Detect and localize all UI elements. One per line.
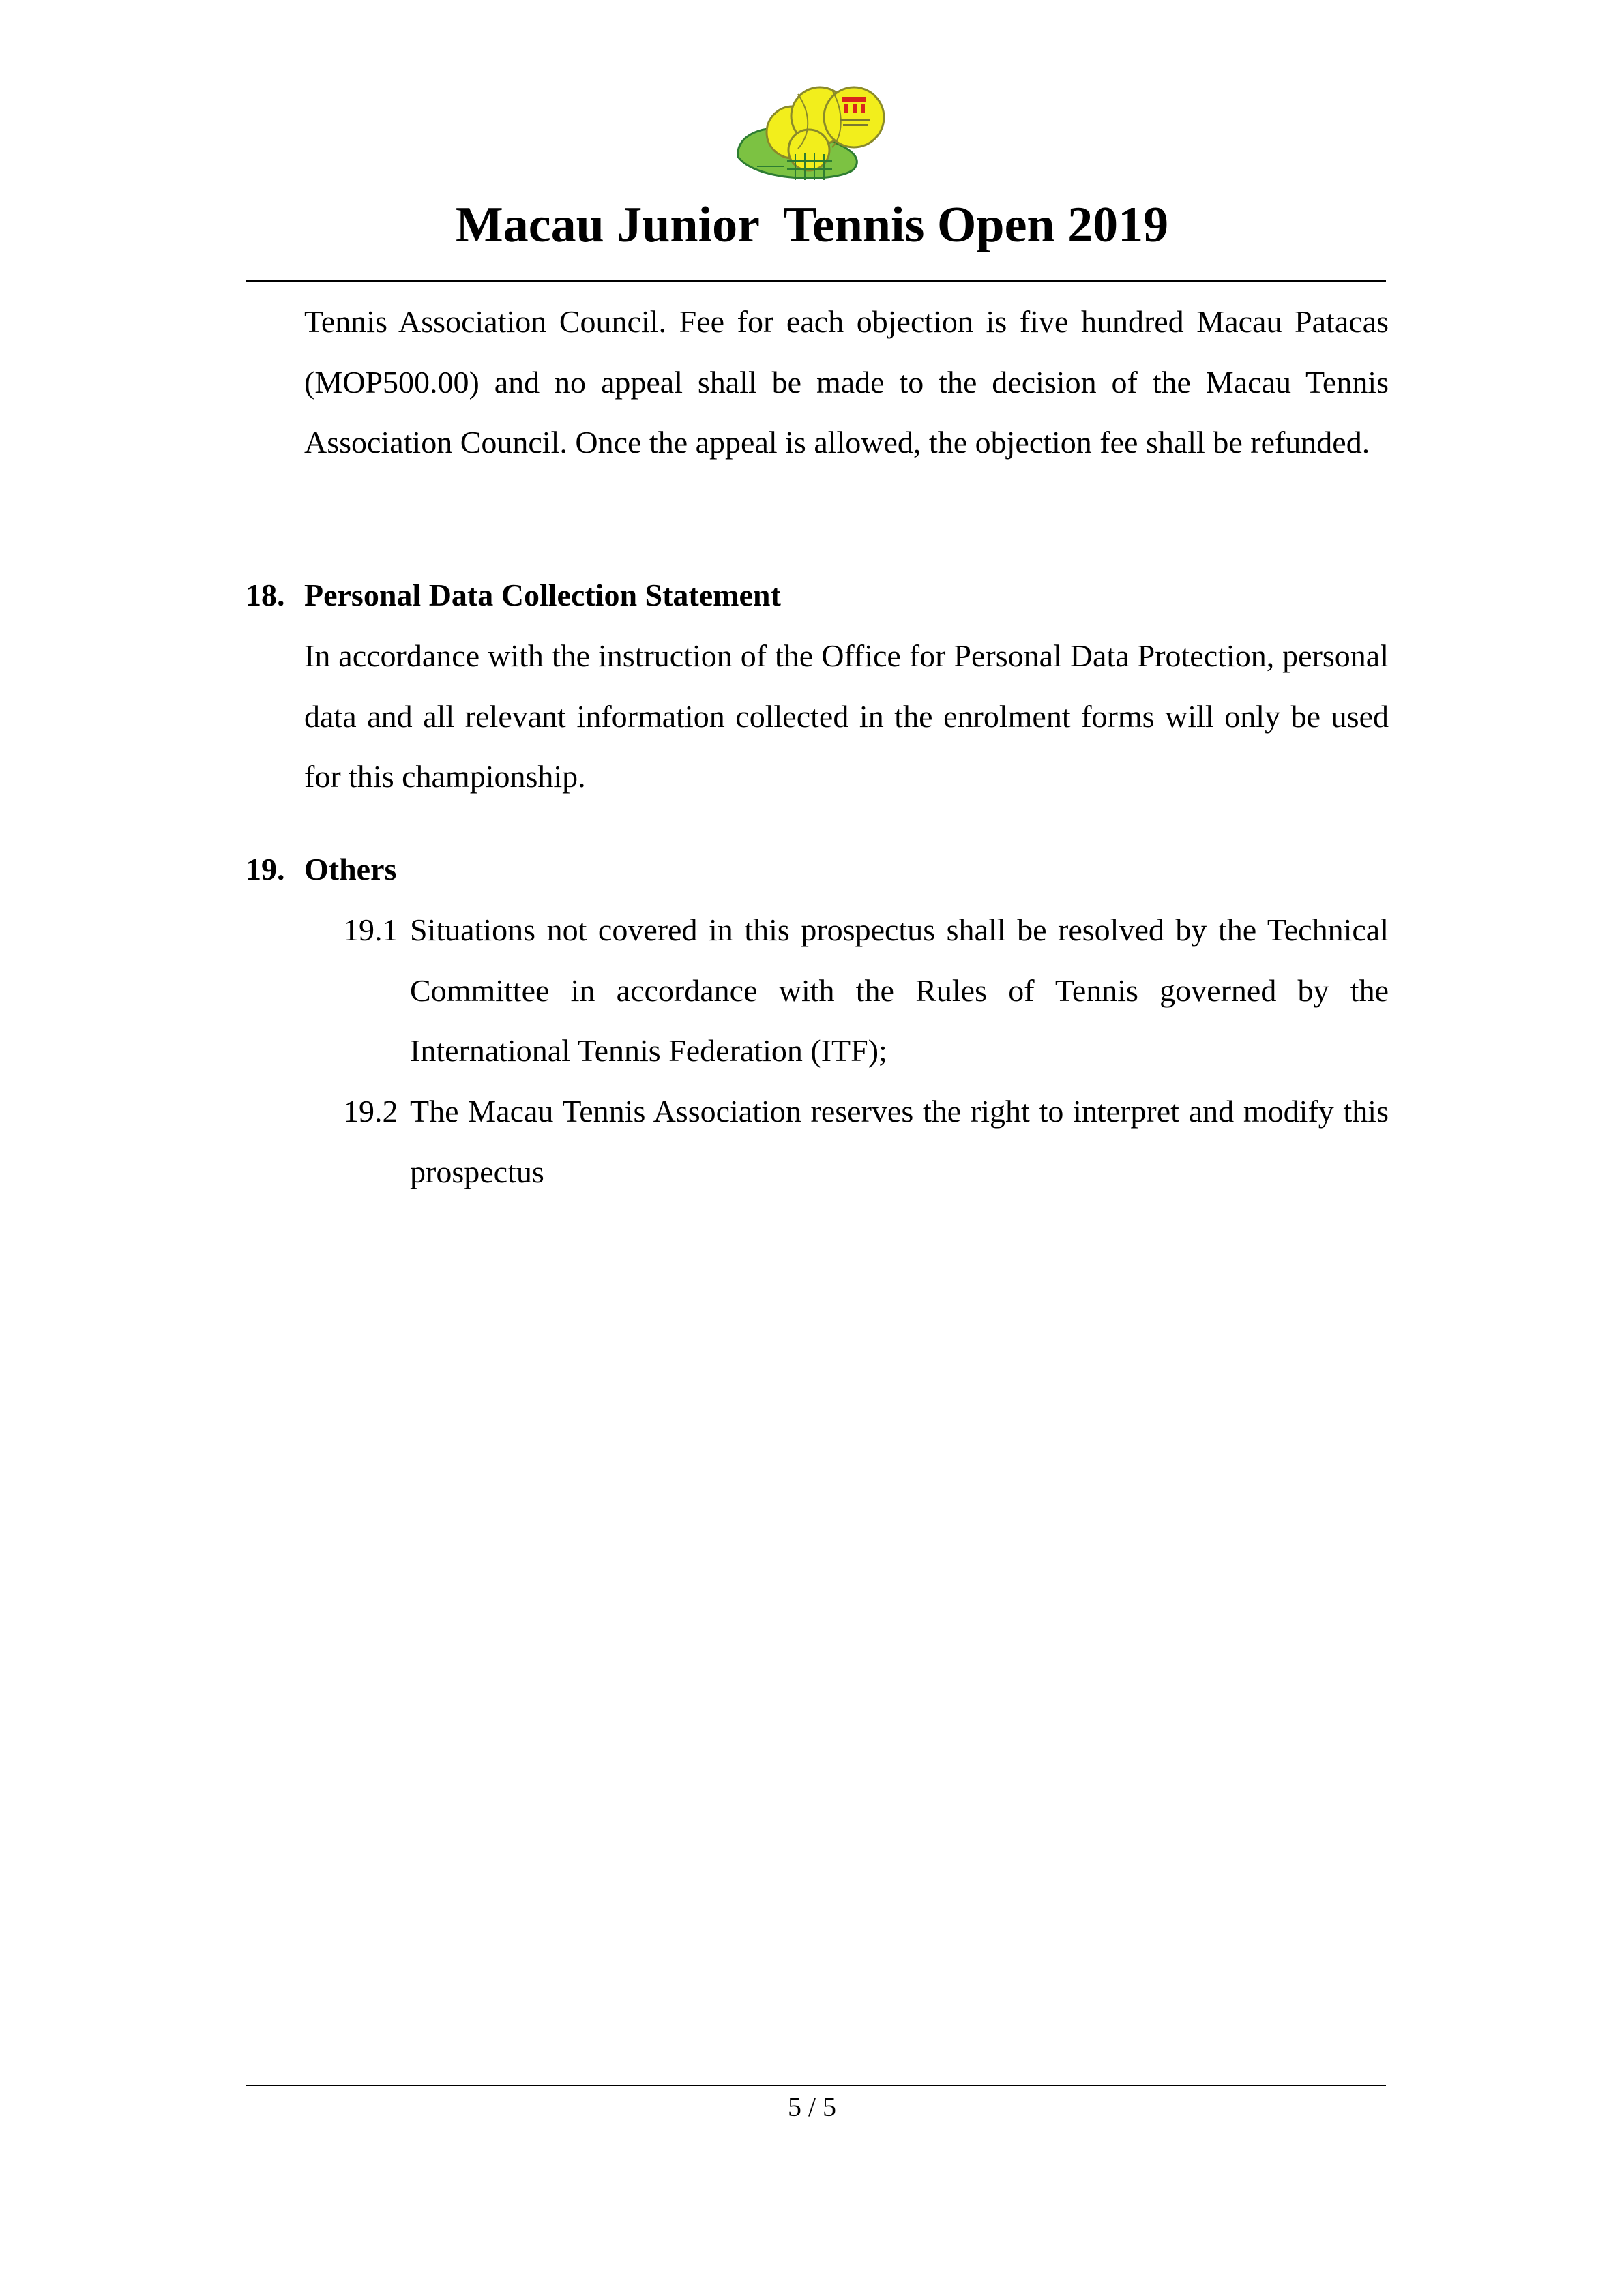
list-item: [343, 900, 1389, 1082]
continuation-paragraph: Tennis Association Council. Fee for each objection is five hundred Macau Patacas (MOP500.00) and no appeal shall be made to the decision of the Macau Tennis Association Council. Once the appeal is allowed, the objection fee shall be refunded.: [304, 304, 1389, 460]
document-title: Macau Junior Tennis Open 2019: [455, 197, 1169, 253]
section-title: Others: [304, 852, 397, 886]
list-item-text: Situations not covered in this prospectus shall be resolved by the Technical Committee in accordance with the Rules of Tennis governed by the International Tennis Federation (ITF);: [410, 912, 1389, 1068]
list-item-text: The Macau Tennis Association reserves the right to interpret and modify this prospectus: [410, 1094, 1389, 1189]
section-title: Personal Data Collection Statement: [304, 578, 781, 612]
page-number: 5 / 5: [787, 2091, 837, 2122]
section-number: 19.: [246, 852, 285, 886]
footer-divider: [246, 2085, 1386, 2086]
section-18-heading: [246, 565, 781, 626]
list-item-number: 19.1: [343, 912, 398, 947]
tennis-association-logo-icon: [730, 74, 907, 183]
section-19-heading: [246, 839, 396, 900]
section-18-paragraph: In accordance with the instruction of the Office for Personal Data Protection, personal data and all relevant information collected in the enrolment forms will only be used for this championship.: [304, 638, 1389, 794]
list-item: [343, 1082, 1389, 1202]
header-divider: [246, 280, 1386, 282]
section-number: 18.: [246, 578, 285, 612]
list-item-number: 19.2: [343, 1094, 398, 1129]
